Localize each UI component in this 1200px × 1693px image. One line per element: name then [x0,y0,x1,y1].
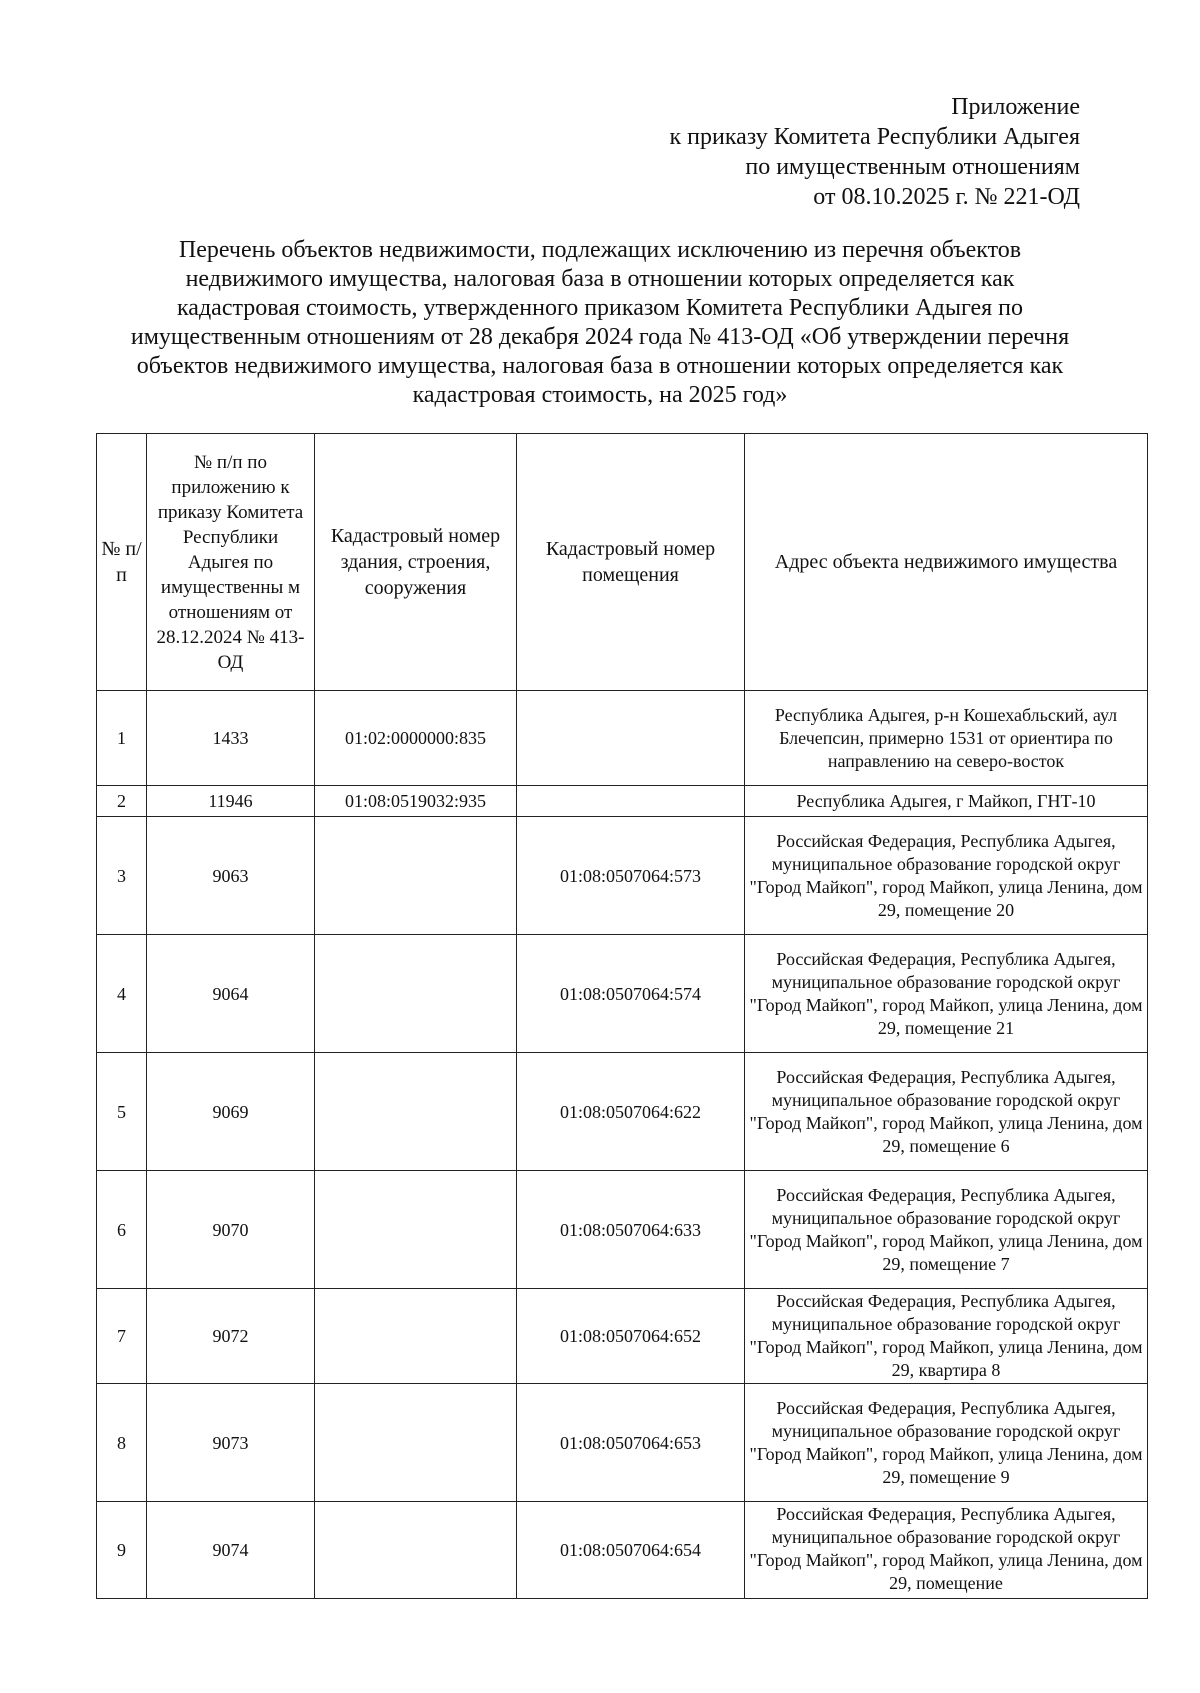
table-header-row [97,434,1148,691]
cell-number: 8 [97,1384,147,1502]
cell-room-cadastral: 01:08:0507064:622 [517,1053,745,1171]
cell-building-cadastral [315,935,517,1053]
cell-address [745,1502,1148,1599]
table-row [97,1053,1148,1171]
cell-room-cadastral: 01:08:0507064:652 [517,1289,745,1384]
cell-building-cadastral: 01:08:0519032:935 [315,786,517,817]
cell-address: Российская Федерация, Республика Адыгея, муниципальное образование городской округ "Город Майкоп", город Майкоп, улица Ленина, дом 29, помещение 21 [745,935,1148,1053]
cell-building-cadastral [315,1053,517,1171]
cell-reference: 9073 [147,1384,315,1502]
cell-building-cadastral [315,1289,517,1384]
order-reference: к приказу Комитета Республики Адыгея [669,124,1080,150]
cell-reference: 9072 [147,1289,315,1384]
title-line: Перечень объектов недвижимости, подлежащих исключению из перечня объектов [178,237,1022,263]
cell-room-cadastral: 01:08:0507064:653 [517,1384,745,1502]
cell-reference: 9064 [147,935,315,1053]
property-table [96,433,1148,1599]
cell-room-cadastral [517,691,745,786]
table-row [97,817,1148,935]
cell-number: 5 [97,1053,147,1171]
cell-room-cadastral: 01:08:0507064:574 [517,935,745,1053]
cell-reference: 9063 [147,817,315,935]
column-header-building-cadastral: Кадастровый номер здания, строения, сооружения [315,434,517,691]
cell-reference: 9074 [147,1502,315,1599]
column-header-room-cadastral: Кадастровый номер помещения [517,434,745,691]
cell-number: 3 [97,817,147,935]
table-row [97,935,1148,1053]
column-header-address: Адрес объекта недвижимого имущества [745,434,1148,691]
cell-building-cadastral: 01:02:0000000:835 [315,691,517,786]
cell-room-cadastral: 01:08:0507064:633 [517,1171,745,1289]
table-row [97,1384,1148,1502]
document-title [40,236,1160,410]
cell-reference: 11946 [147,786,315,817]
appendix-header [480,92,1080,212]
cell-address: Российская Федерация, Республика Адыгея, муниципальное образование городской округ "Город Майкоп", город Майкоп, улица Ленина, дом 29, квартира 8 [745,1289,1148,1384]
cell-reference: 9070 [147,1171,315,1289]
table-row [97,691,1148,786]
address-text: Российская Федерация, Республика Адыгея, муниципальное образование городской округ "Город Майкоп", город Майкоп, улица Ленина, дом 29, помещение [749,1504,1143,1593]
cell-number: 1 [97,691,147,786]
cell-room-cadastral: 01:08:0507064:573 [517,817,745,935]
table-row [97,786,1148,817]
title-line: кадастровая стоимость, на 2025 год» [412,382,788,408]
cell-number: 4 [97,935,147,1053]
title-line: имущественным отношениям от 28 декабря 2024 года № 413-ОД «Об утверждении перечня [130,324,1070,350]
order-date-number: от 08.10.2025 г. № 221-ОД [813,184,1080,210]
cell-address: Российская Федерация, Республика Адыгея, муниципальное образование городской округ "Город Майкоп", город Майкоп, улица Ленина, дом 29, помещение 6 [745,1053,1148,1171]
column-header-number: № п/п [97,434,147,691]
cell-address: Российская Федерация, Республика Адыгея, муниципальное образование городской округ "Город Майкоп", город Майкоп, улица Ленина, дом 29, помещение 9 [745,1384,1148,1502]
cell-address: Республика Адыгея, г Майкоп, ГНТ-10 [745,786,1148,817]
title-line: кадастровая стоимость, утвержденного приказом Комитета Республики Адыгея по [177,295,1023,321]
column-header-reference: № п/п по приложению к приказу Комитета Республики Адыгея по имущественны м отношениям от 28.12.2024 № 413-ОД [147,434,315,691]
committee-name: по имущественным отношениям [745,154,1080,180]
cell-building-cadastral [315,817,517,935]
cell-reference: 1433 [147,691,315,786]
cell-number: 9 [97,1502,147,1599]
cell-reference: 9069 [147,1053,315,1171]
cell-room-cadastral [517,786,745,817]
table-row [97,1171,1148,1289]
cell-number: 7 [97,1289,147,1384]
cell-building-cadastral [315,1502,517,1599]
cell-building-cadastral [315,1171,517,1289]
appendix-label: Приложение [951,94,1080,120]
table-row [97,1502,1148,1599]
title-line: объектов недвижимого имущества, налоговая база в отношении которых определяется как [136,353,1064,379]
title-line: недвижимого имущества, налоговая база в отношении которых определяется как [185,266,1015,292]
cell-building-cadastral [315,1384,517,1502]
cell-number: 6 [97,1171,147,1289]
cell-room-cadastral: 01:08:0507064:654 [517,1502,745,1599]
cell-address: Республика Адыгея, р-н Кошехабльский, аул Блечепсин, примерно 1531 от ориентира по направлению на северо-восток [745,691,1148,786]
table-row [97,1289,1148,1384]
cell-number: 2 [97,786,147,817]
cell-address: Российская Федерация, Республика Адыгея, муниципальное образование городской округ "Город Майкоп", город Майкоп, улица Ленина, дом 29, помещение 20 [745,817,1148,935]
cell-address: Российская Федерация, Республика Адыгея, муниципальное образование городской округ "Город Майкоп", город Майкоп, улица Ленина, дом 29, помещение 7 [745,1171,1148,1289]
